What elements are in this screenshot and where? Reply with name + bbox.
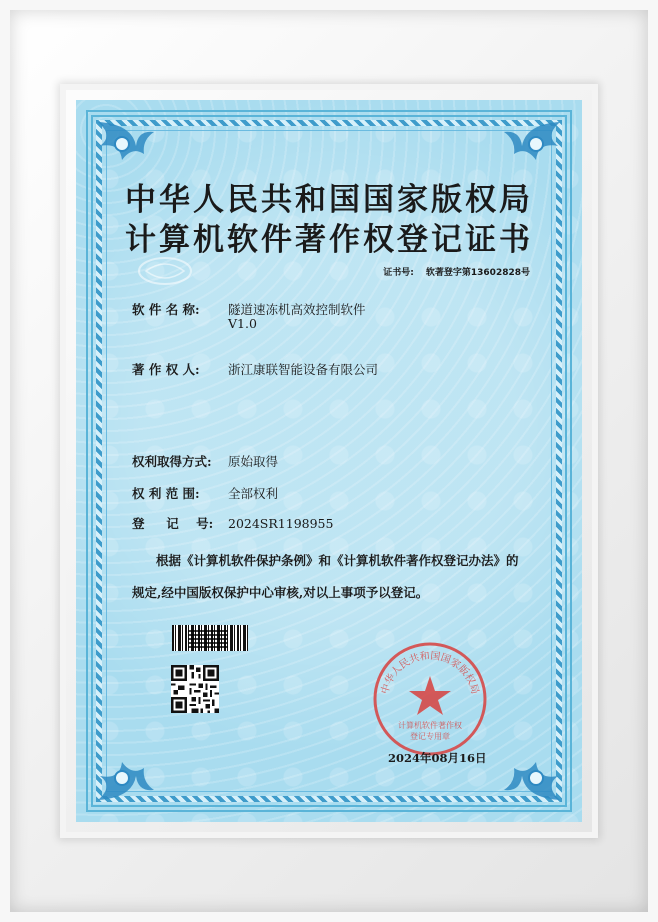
- corner-ornament-icon: [496, 736, 566, 806]
- scope-row: [132, 484, 278, 502]
- registration-value: 2024SR1198955: [228, 516, 334, 531]
- certificate-title: 计算机软件著作权登记证书: [125, 222, 533, 258]
- registration-label: 登 记 号:: [132, 516, 214, 531]
- software-name-label: 软 件 名 称:: [132, 302, 200, 317]
- owner-row: [132, 360, 378, 378]
- seal-ring-text: 中华人民共和国国家版权局: [379, 650, 481, 696]
- corner-ornament-icon: [92, 736, 162, 806]
- seal-inner-line-1: 计算机软件著作权: [398, 721, 462, 730]
- acquisition-row: [132, 452, 278, 470]
- issue-date: 2024年08月16日: [388, 751, 487, 765]
- qr-code[interactable]: [171, 665, 219, 713]
- software-version: V1.0: [228, 316, 257, 331]
- watermark-emblem-icon: [136, 255, 194, 287]
- certificate: [76, 100, 582, 822]
- statement-line-1: 根据《计算机软件保护条例》和《计算机软件著作权登记办法》的: [156, 553, 519, 568]
- software-name-row: [132, 300, 366, 331]
- issuer-title: 中华人民共和国国家版权局: [125, 182, 533, 218]
- certificate-number: [371, 265, 530, 278]
- certificate-number-value: 软著登字第13602828号: [425, 268, 530, 278]
- certificate-number-label: 证书号:: [383, 268, 414, 278]
- scope-label: 权 利 范 围:: [132, 486, 200, 501]
- owner-value: 浙江康联智能设备有限公司: [228, 362, 379, 377]
- scope-value: 全部权利: [228, 486, 279, 501]
- software-name-value: 隧道速冻机高效控制软件: [228, 302, 366, 317]
- acquisition-label: 权利取得方式:: [132, 454, 212, 469]
- barcode-detail: [188, 628, 228, 648]
- owner-label: 著 作 权 人:: [132, 362, 200, 377]
- official-seal: [371, 640, 489, 758]
- registration-row: [132, 514, 333, 532]
- acquisition-value: 原始取得: [228, 454, 279, 469]
- statement-line-2: 规定,经中国版权保护中心审核,对以上事项予以登记。: [132, 585, 429, 600]
- seal-inner-line-2: 登记专用章: [410, 732, 450, 741]
